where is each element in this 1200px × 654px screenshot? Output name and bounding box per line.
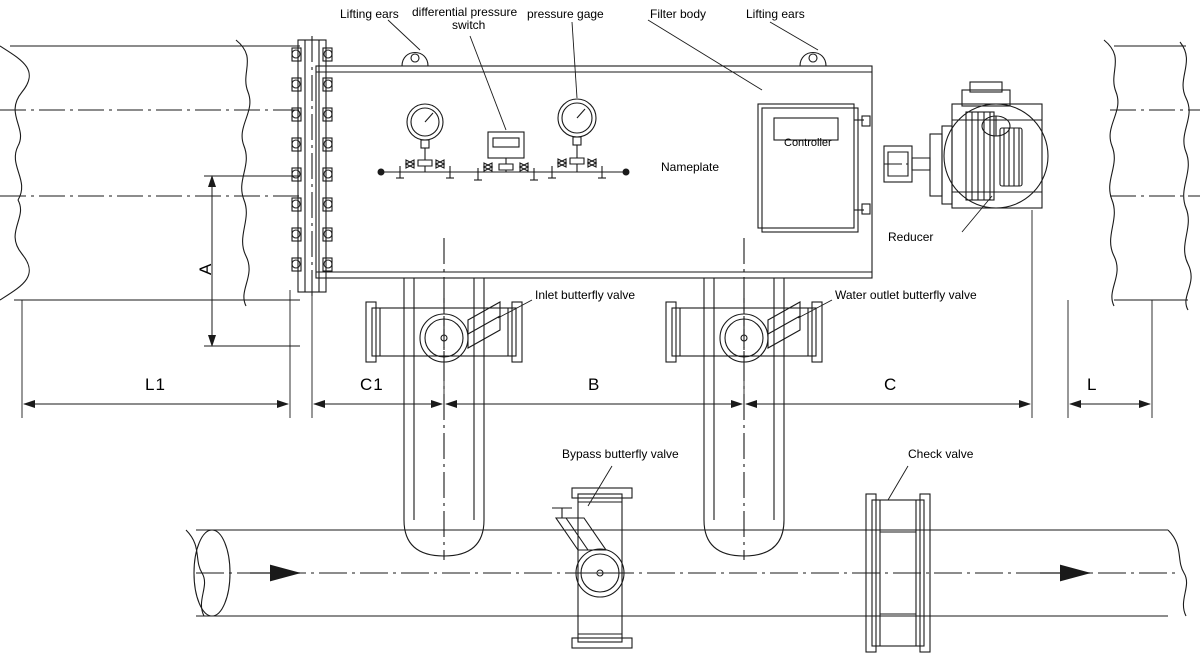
label-pressure-gage: pressure gage [527, 7, 604, 21]
label-lifting-ears-right: Lifting ears [746, 7, 805, 21]
label-water-outlet-butterfly-valve: Water outlet butterfly valve [835, 288, 977, 302]
dimension-a: A [196, 262, 215, 275]
label-nameplate: Nameplate [661, 160, 720, 174]
dimension-l1: L1 [145, 375, 166, 394]
dimension-c: C [884, 375, 898, 394]
label-reducer: Reducer [888, 230, 934, 244]
label-check-valve: Check valve [908, 447, 974, 461]
dimension-c1: C1 [360, 375, 384, 394]
label-filter-body: Filter body [650, 7, 707, 21]
label-inlet-butterfly-valve: Inlet butterfly valve [535, 288, 636, 302]
label-lifting-ears-left: Lifting ears [340, 7, 399, 21]
dimension-b: B [588, 375, 601, 394]
label-bypass-butterfly-valve: Bypass butterfly valve [562, 447, 679, 461]
label-controller: Controller [784, 137, 832, 149]
label-differential-pressure-switch-line2: switch [452, 18, 486, 32]
dimension-l: L [1087, 375, 1098, 394]
label-differential-pressure-switch-line1: differential pressure [412, 5, 518, 19]
